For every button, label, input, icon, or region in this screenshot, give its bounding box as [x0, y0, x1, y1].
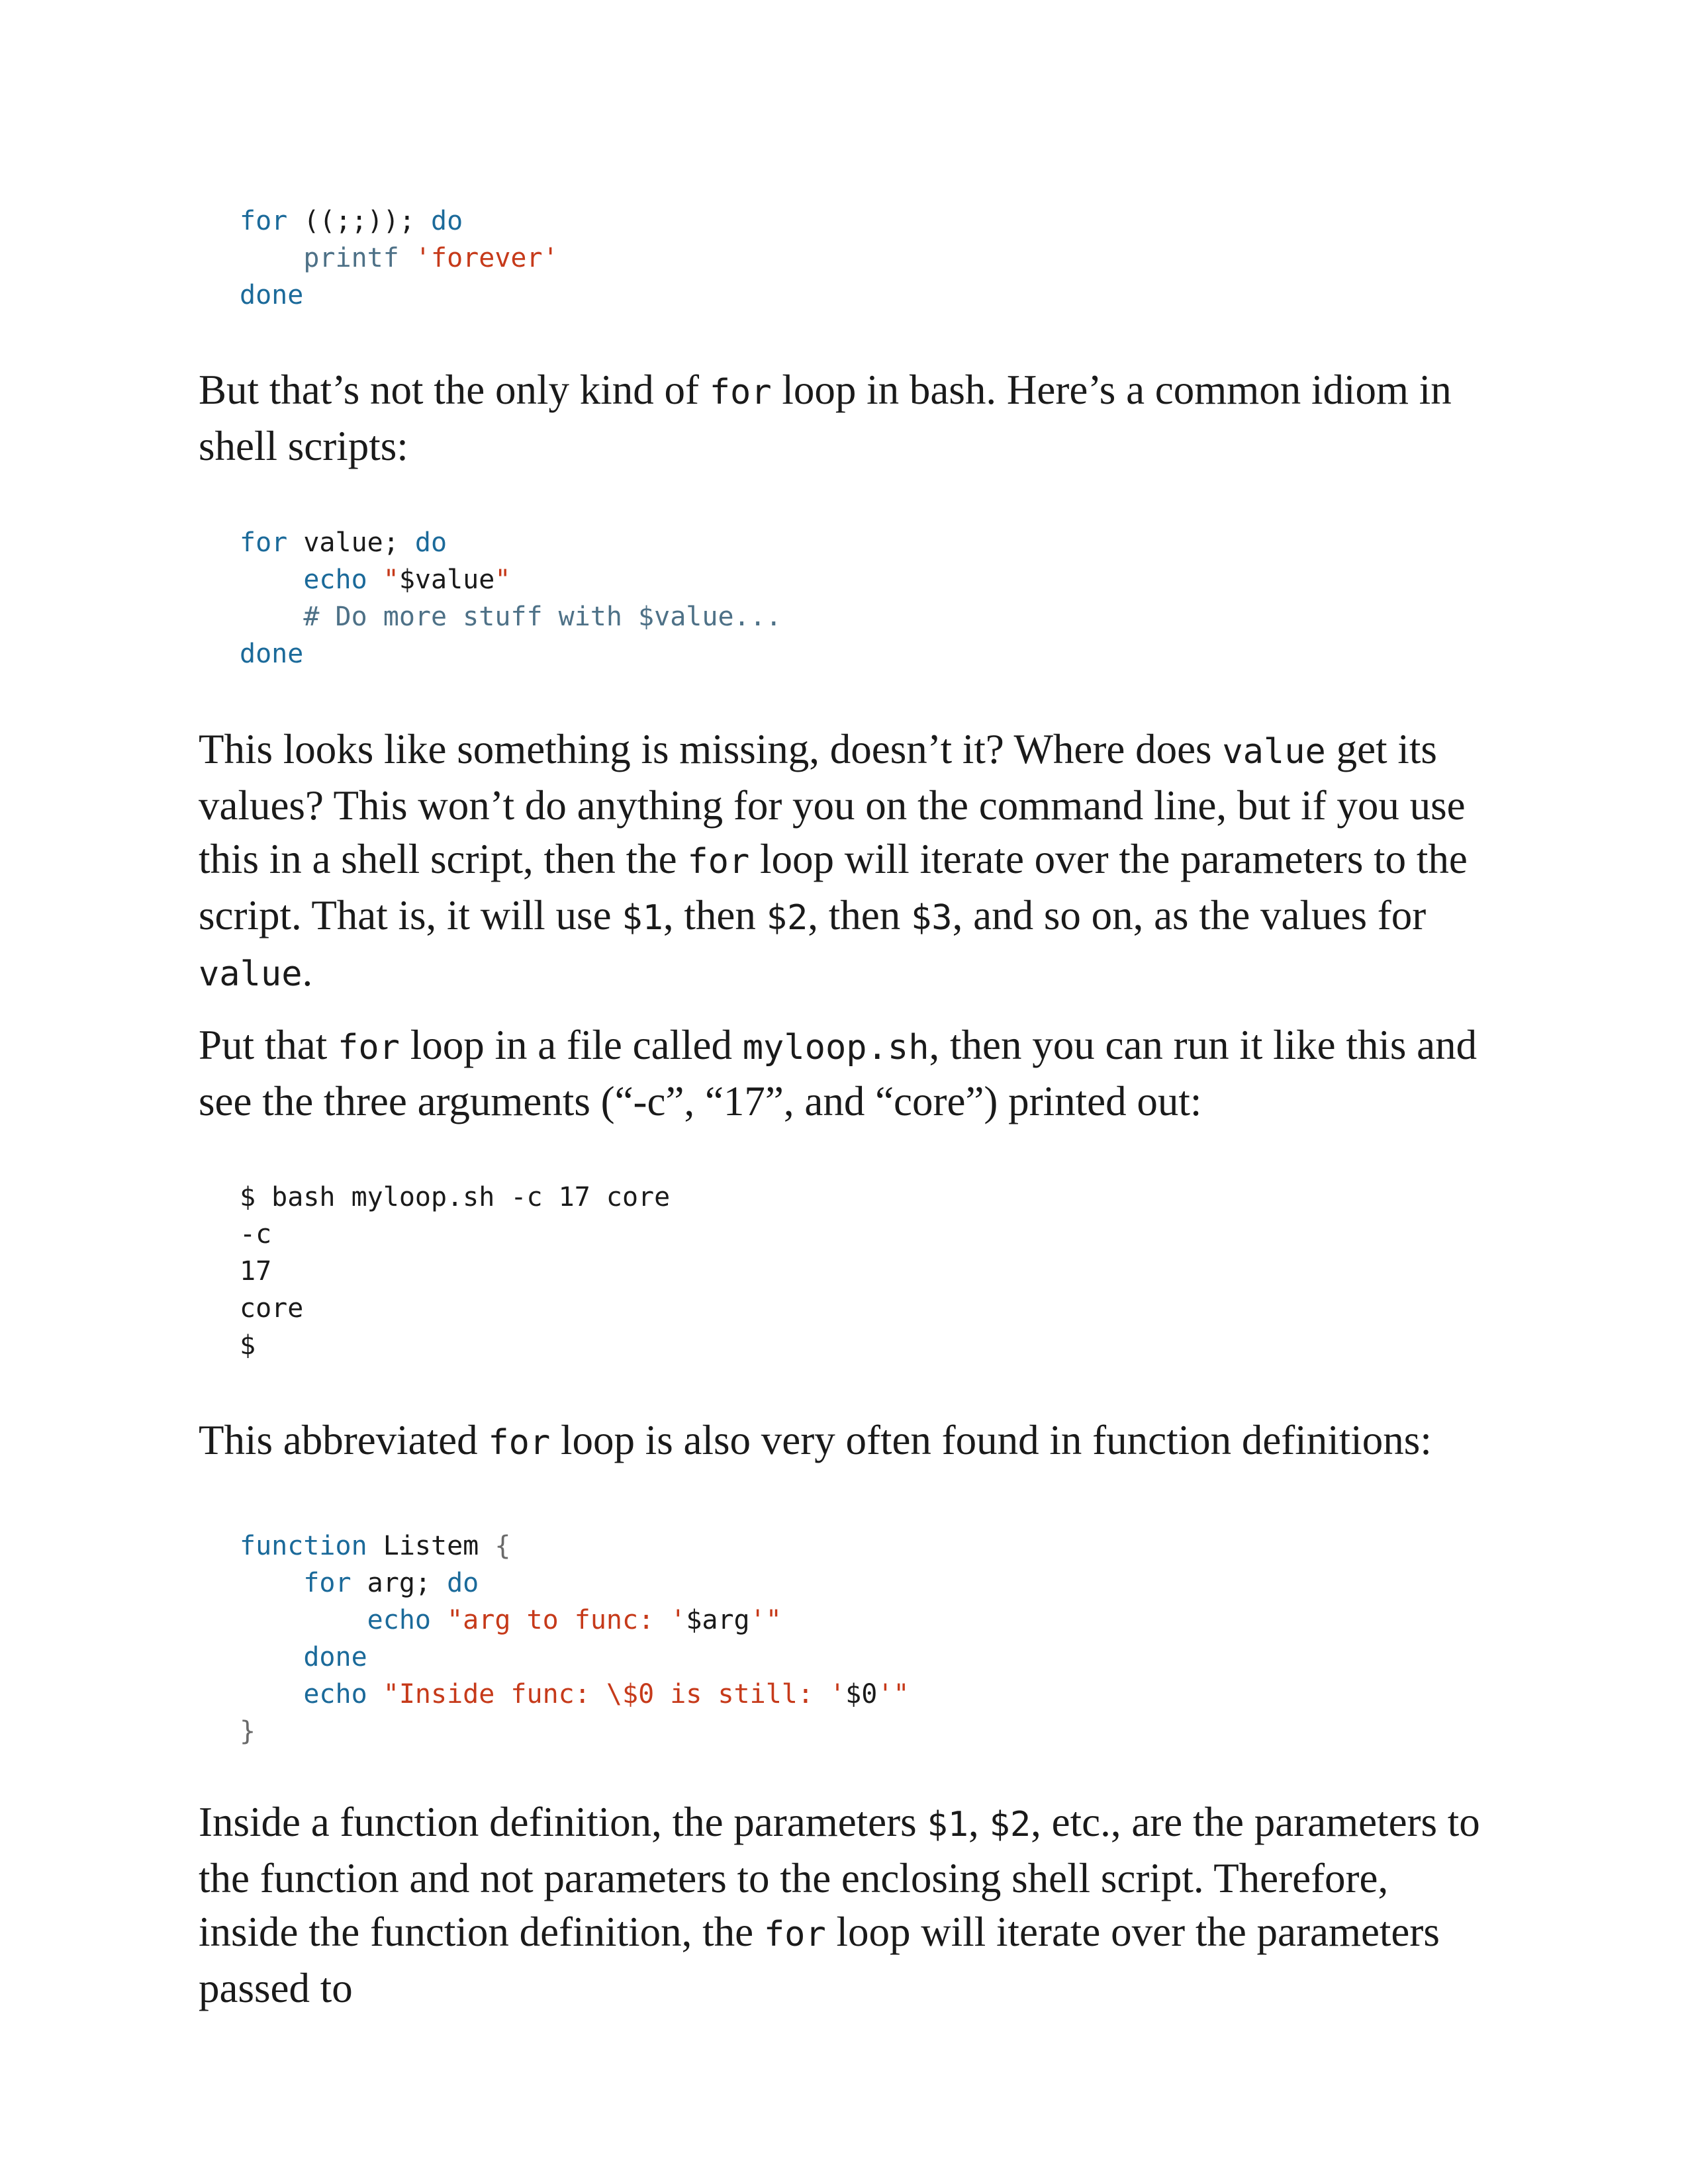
code-keyword: do: [414, 527, 447, 558]
paragraph-missing-values: [199, 723, 1496, 1001]
code-space: [431, 1605, 447, 1635]
inline-code: $3: [910, 898, 953, 938]
code-keyword: do: [431, 206, 463, 236]
code-block-infinite-loop: [240, 203, 559, 314]
code-space: [367, 1679, 383, 1709]
code-block-terminal-output: [240, 1179, 670, 1364]
code-indent: [240, 1642, 303, 1672]
inline-code: value: [199, 954, 303, 994]
inline-code: $1: [927, 1805, 969, 1844]
code-text: value;: [287, 527, 415, 558]
code-block-listem-function: [240, 1527, 909, 1750]
code-brace: }: [240, 1716, 256, 1747]
code-keyword: function: [240, 1531, 367, 1561]
code-string: "Inside func: \$0 is still: ': [383, 1679, 846, 1709]
terminal-command: $ bash myloop.sh -c 17 core: [240, 1182, 671, 1212]
code-indent: [240, 1605, 367, 1635]
text: loop will iterate over the parameters to the script. That is, it will use: [199, 836, 1468, 938]
terminal-output-line: 17: [240, 1256, 272, 1287]
text: Put that: [199, 1022, 338, 1068]
inline-code: for: [687, 842, 750, 882]
text: loop is also very often found in function definitions:: [550, 1417, 1432, 1463]
terminal-prompt: $: [240, 1330, 256, 1361]
inline-code: for: [763, 1915, 826, 1954]
text: loop in a file called: [399, 1022, 743, 1068]
code-command: echo: [303, 1679, 367, 1709]
text: , and so on, as the values for: [952, 892, 1427, 938]
code-variable: $arg: [686, 1605, 750, 1635]
inline-code: myloop.sh: [742, 1028, 929, 1068]
code-string: 'forever': [414, 243, 559, 273]
inline-code: $2: [989, 1805, 1031, 1844]
code-keyword: done: [240, 280, 304, 310]
code-string: '": [877, 1679, 910, 1709]
text: , then you can run it like this and see the three arguments (“-c”, “17”, and “core”) printed out:: [199, 1022, 1477, 1124]
code-keyword: for: [303, 1568, 352, 1598]
code-indent: [240, 1679, 303, 1709]
text: , then: [663, 892, 767, 938]
code-string: '": [749, 1605, 782, 1635]
inline-code: value: [1222, 732, 1326, 772]
code-command: printf: [303, 243, 399, 273]
code-keyword: for: [240, 527, 288, 558]
inline-code: $1: [622, 898, 663, 938]
code-string: "arg to func: ': [447, 1605, 686, 1635]
code-block-for-value: [240, 524, 782, 672]
code-keyword: for: [240, 206, 288, 236]
code-string: ": [494, 565, 511, 595]
code-indent: [240, 243, 303, 273]
text: , etc., are the parameters to the function and not parameters to the enclosing shell script. Therefore, inside the function definition, the: [199, 1799, 1480, 1955]
paragraph-function-parameters: [199, 1796, 1496, 2015]
text: loop in bash. Here’s a common idiom in shell scripts:: [199, 367, 1452, 469]
inline-code: for: [488, 1423, 551, 1463]
code-brace: {: [494, 1531, 511, 1561]
code-string: ": [383, 565, 399, 595]
code-indent: [240, 1568, 303, 1598]
inline-code: for: [338, 1028, 400, 1068]
text: This abbreviated: [199, 1417, 489, 1463]
terminal-output-line: core: [240, 1293, 304, 1324]
code-space: [367, 565, 383, 595]
text: get its values? This won’t do anything for you on the command line, but if you use this in a shell script, then the: [199, 726, 1466, 882]
terminal-output-line: -c: [240, 1219, 272, 1250]
code-indent: [240, 565, 303, 595]
inline-code: $2: [766, 898, 808, 938]
code-text: ((;;));: [287, 206, 431, 236]
text: But that’s not the only kind of: [199, 367, 710, 413]
code-text: arg;: [351, 1568, 447, 1598]
text: This looks like something is missing, doesn’t it? Where does: [199, 726, 1223, 772]
text: loop will iterate over the parameters passed to: [199, 1909, 1440, 2011]
code-command: echo: [367, 1605, 431, 1635]
code-space: [399, 243, 415, 273]
code-function-name: Listem: [367, 1531, 495, 1561]
code-variable: $0: [845, 1679, 878, 1709]
text: Inside a function definition, the parameters: [199, 1799, 927, 1845]
code-keyword: done: [240, 639, 304, 669]
code-keyword: done: [303, 1642, 367, 1672]
text: ,: [968, 1799, 990, 1845]
paragraph-for-idiom: [199, 363, 1496, 473]
paragraph-function-definitions: [199, 1414, 1496, 1470]
inline-code: for: [709, 373, 772, 412]
code-keyword: do: [447, 1568, 479, 1598]
text: , then: [808, 892, 911, 938]
code-indent: [240, 602, 303, 632]
code-comment: # Do more stuff with $value...: [303, 602, 782, 632]
text: .: [302, 948, 313, 995]
code-variable: $value: [399, 565, 495, 595]
paragraph-myloop: [199, 1019, 1496, 1128]
code-command: echo: [303, 565, 367, 595]
